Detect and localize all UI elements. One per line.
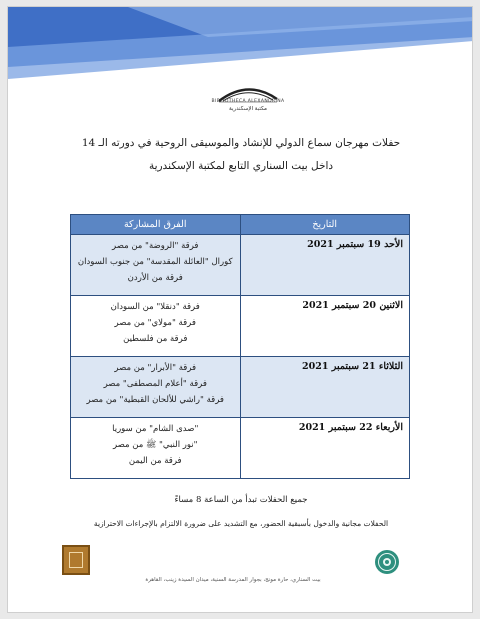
team-name: فرقة "الروضة" من مصر: [112, 241, 199, 251]
heritage-logo-icon: [374, 549, 400, 575]
festival-title: حفلات مهرجان سماع الدولي للإنشاد والموسيقى الروحية في دورته الـ 14: [81, 137, 401, 149]
team-name: فرقة من اليمن: [128, 456, 182, 466]
flyer-page: [7, 6, 473, 613]
logo-arabic-name: مكتبة الإسكندرية: [229, 106, 267, 112]
table-row: [71, 418, 410, 479]
teams-cell: [71, 235, 241, 296]
teams-cell: [71, 357, 241, 418]
teams-cell: [71, 418, 241, 479]
team-name: فرقة "أعلام المصطفى" مصر: [103, 379, 207, 389]
date-cell: الثلاثاء 21 سبتمبر 2021: [240, 357, 410, 418]
team-name: فرقة "مولاي" من مصر: [114, 318, 196, 328]
team-name: "صدى الشام" من سوريا: [112, 424, 199, 434]
date-cell: الاثنين 20 سبتمبر 2021: [240, 296, 410, 357]
team-name: فرقة "الأبرار" من مصر: [114, 363, 197, 373]
logo-latin-name: BIBLIOTHECA ALEXANDRINA: [211, 99, 285, 104]
sinnari-house-logo-icon: [62, 545, 90, 575]
date-cell: الأحد 19 سبتمبر 2021: [240, 235, 410, 296]
table-row: [71, 296, 410, 357]
start-time-note: جميع الحفلات تبدأ من الساعة 8 مساءً: [174, 495, 308, 505]
date-cell: الأربعاء 22 سبتمبر 2021: [240, 418, 410, 479]
teams-cell: [71, 296, 241, 357]
teams-column-header: الفرق المشاركة: [71, 215, 241, 235]
schedule-table: [70, 214, 410, 479]
decorative-banner: [8, 7, 473, 79]
team-name: كورال "العائلة المقدسة" من جنوب السودان: [77, 257, 233, 267]
team-name: "نور النبي" ﷺ من مصر: [112, 440, 198, 450]
table-header-row: [71, 215, 410, 235]
venue-address: بيت السناري، حارة مونج، بجوار المدرسة السنية، ميدان السيدة زينب، القاهرة: [145, 577, 321, 583]
team-name: فرقة "راشي للألحان القبطية" من مصر: [86, 395, 224, 405]
table-row: [71, 235, 410, 296]
entry-policy-note: الحفلات مجانية والدخول بأسبقية الحضور، مع التشديد على ضرورة الالتزام بالإجراءات الاحترازية: [93, 519, 389, 528]
table-row: [71, 357, 410, 418]
team-name: فرقة من فلسطين: [123, 334, 188, 344]
date-column-header: التاريخ: [240, 215, 410, 235]
venue-subtitle: داخل بيت السناري التابع لمكتبة الإسكندرية: [148, 160, 334, 172]
team-name: فرقة "دنقلا" من السودان: [110, 302, 200, 312]
team-name: فرقة من الأردن: [127, 273, 183, 283]
